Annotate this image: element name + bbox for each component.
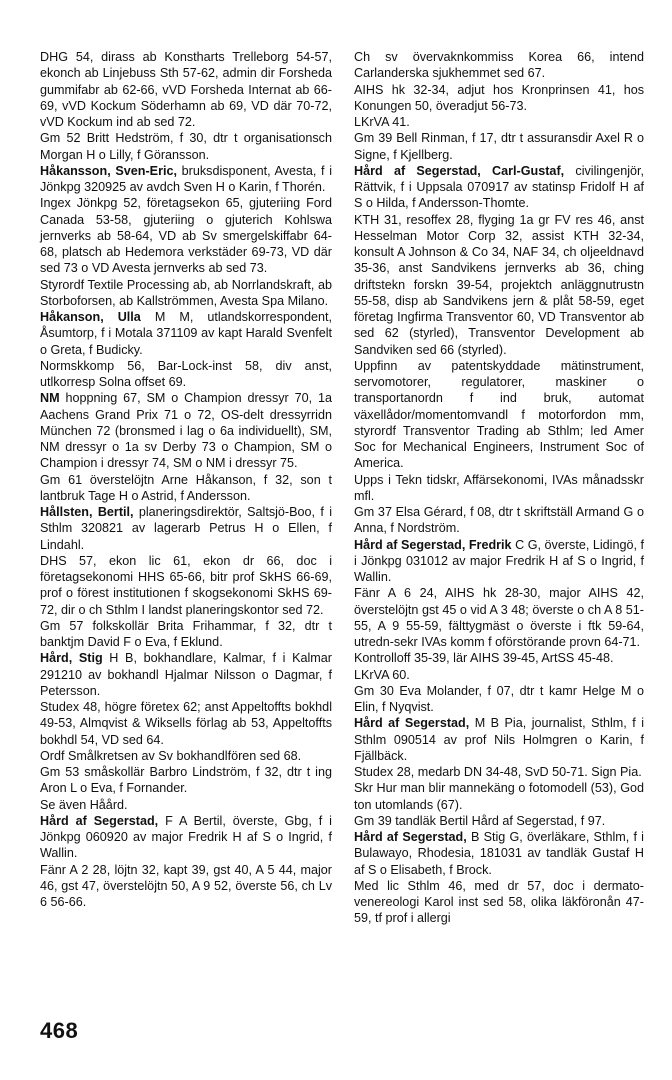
entry-text: DHS 57, ekon lic 61, ekon dr 66, doc i företagsekonomi HHS 65-66, bitr prof SkHS 66-69, prof o förest institutionen f skogsekonomi SkHS 69-72, dir o ch Sthlm I landst planeringskontor sed 72. [40, 553, 332, 617]
entry-text: Uppfinn av patentskyddade mätinstrument, servomotorer, regulatorer, maskiner o transportanordn f ind bruk, automat växellådor/momentomvandl f motorfordon mm, styrordf Transventor Trading ab Sthlm; led Amer Soc for Mechanical Engineers, Instrument Soc of America. [354, 358, 644, 471]
bio-entry-heading [40, 650, 332, 699]
person-name: Hård af Segerstad, Carl-Gustaf, [354, 163, 565, 178]
bio-paragraph [40, 553, 332, 618]
entry-text: KTH 31, resoffex 28, flyging 1a gr FV res 46, anst Hesselman Motor Corp 32, assist KTH 32-34, konsult A Johnson & Co 34, NAF 34, ch oljeeldnavd 35-36, anst Sandvikens jernverks ab 36, ching driftstekn forskn 39-54, projektch anläggnutrustn 55-58, disp ab Sandvikens jern & plåt 58-59, eget företag Ingfirma Transventor 60, VD Transventor ab sed 62 (styrled), Transventor Development ab Sandviken sed 66 (styrled). [354, 212, 644, 357]
person-name: Hållsten, Bertil, [40, 505, 134, 519]
entry-text: Ingex Jönkpg 52, företagsekon 65, gjuteriing Ford Canada 53-58, gjuteriing o gjuterich Kohlswa jernverks ab 58-64, VD ab Sv smergelskiffabr 64-68, platsch ab Hedemora verkstäder 69-73, VD där sed 73 o VD Avesta jernverks ab sed 73. [40, 196, 332, 276]
bio-paragraph [40, 277, 332, 310]
bio-paragraph [354, 764, 644, 780]
bio-entry-heading [40, 390, 332, 471]
page-number: 468 [40, 1018, 79, 1043]
bio-entry-heading [40, 813, 332, 862]
person-name: Hård af Segerstad, [40, 813, 159, 828]
entry-text: Normskkomp 56, Bar-Lock-inst 58, div anst, utlkorresp Solna offset 69. [40, 358, 332, 389]
person-name: Hård af Segerstad, [354, 830, 467, 844]
entry-text: Gm 53 småskollär Barbro Lindström, f 32, dtr t ing Aron L o Eva, f Fornander. [40, 765, 332, 796]
entry-text: Gm 30 Eva Molander, f 07, dtr t kamr Helge M o Elin, f Nyqvist. [354, 683, 644, 714]
entry-text: Studex 28, medarb DN 34-48, SvD 50-71. Sign Pia. [354, 765, 642, 779]
entry-text: hoppning 67, SM o Champion dressyr 70, 1a Aachens Grand Prix 71 o 72, OS-delt dressyrridn München 72 (bronsmed i lag o 6a individuellt), SM, NM dressyr o 1a sv Derby 73 o Champion, SM o Champion i dressyr 74, SM o NM i dressyr 75. [40, 391, 332, 471]
bio-paragraph [40, 130, 332, 163]
entry-text: Upps i Tekn tidskr, Affärsekonomi, IVAs månadsskr mfl. [354, 472, 644, 503]
entry-text: Ch sv övervaknkommiss Korea 66, intend Carlanderska sjukhemmet sed 67. [354, 50, 644, 81]
entry-text: Gm 39 tandläk Bertil Hård af Segerstad, f 97. [354, 813, 606, 828]
entry-text: Gm 37 Elsa Gérard, f 08, dtr t skriftställ Armand G o Anna, f Nordström. [354, 505, 644, 536]
entry-text: Studex 48, högre företex 62; anst Appeltoffts bokhdl 49-53, Almqvist & Wiksells förlag ab 53, Appeltoffts bokhdl 54, VD sed 64. [40, 700, 332, 747]
bio-paragraph [354, 585, 644, 650]
person-name: Håkanson, Ulla [40, 310, 141, 324]
person-name: Hård, Stig [40, 651, 103, 666]
entry-text: Fänr A 2 28, löjtn 32, kapt 39, gst 40, A 5 44, major 46, gst 47, överstelöjtn 50, A 9 52, överste 56, ch Lv 6 56-66. [40, 862, 332, 909]
bio-paragraph [40, 748, 332, 764]
bio-paragraph [40, 49, 332, 130]
entry-text: Gm 61 överstelöjtn Arne Håkanson, f 32, son t lantbruk Tage H o Astrid, f Andersson. [40, 472, 332, 503]
bio-paragraph [40, 472, 332, 505]
entry-text: Fänr A 6 24, AIHS hk 28-30, major AIHS 42, överstelöjtn gst 45 o vid A 3 48; överste o ch A 8 51-55, A 9 55-59, fälttygmäst o överste i ftk 59-64, utredn-sekr IVAs komm f oförstörande provn 64-71. [354, 586, 644, 649]
bio-paragraph [354, 472, 644, 505]
bio-paragraph [354, 780, 644, 813]
bio-paragraph [354, 114, 644, 130]
bio-paragraph [354, 49, 644, 82]
entry-text: Gm 52 Britt Hedström, f 30, dtr t organisationsch Morgan H o Lilly, f Göransson. [40, 131, 332, 162]
entry-text: Gm 57 folkskollär Brita Frihammar, f 32, dtr t banktjm David F o Eva, f Eklund. [40, 618, 332, 649]
entry-text: F A Bertil, överste, Gbg, f i Jönkpg 060920 av major Fredrik H af S o Ingrid, f Wallin. [40, 813, 332, 861]
bio-paragraph [40, 358, 332, 391]
person-name: NM [40, 391, 60, 406]
bio-paragraph [40, 195, 332, 276]
bio-paragraph [354, 82, 644, 115]
left-column [40, 49, 332, 910]
bio-paragraph [354, 130, 644, 163]
person-name: Hård af Segerstad, [354, 716, 470, 731]
bio-entry-heading [40, 504, 332, 553]
entry-text: Se även Håård. [40, 797, 128, 812]
bio-paragraph [354, 650, 644, 666]
entry-text: Styrordf Textile Processing ab, ab Norrlandskraft, ab Storboforsen, ab Kallströmmen, Avesta Spa Milano. [40, 277, 332, 308]
bio-paragraph [40, 764, 332, 797]
entry-text: M M, utlandskorrespondent, Åsumtorp, f i Motala 371109 av kapt Harald Svenfelt o Greta, f Budicky. [40, 310, 332, 357]
entry-text: M B Pia, journalist, Sthlm, f i Sthlm 090514 av prof Nils Holmgren o Karin, f Fjällbäck. [354, 716, 644, 763]
bio-paragraph [40, 618, 332, 651]
entry-text: bruksdisponent, Avesta, f i Jönkpg 320925 av avdch Sven H o Karin, f Thorén. [40, 163, 332, 194]
entry-text: Ordf Smålkretsen av Sv bokhandlfören sed 68. [40, 748, 302, 763]
bio-paragraph [354, 813, 644, 829]
bio-paragraph [354, 667, 644, 683]
bio-paragraph [354, 878, 644, 927]
entry-text: Med lic Sthlm 46, med dr 57, doc i dermato-venereologi Karol inst sed 58, olika läkföronån 47-59, tf prof i allergi [354, 878, 644, 926]
entry-text: LKrVA 41. [354, 115, 410, 129]
person-name: Hård af Segerstad, Fredrik [354, 537, 512, 552]
entry-text: B Stig G, överläkare, Sthlm, f i Bulawayo, Rhodesia, 181031 av tandläk Gustaf H af S o Elisabeth, f Brock. [354, 830, 644, 877]
entry-text: Skr Hur man blir mannekäng o fotomodell (53), God ton utomlands (67). [354, 781, 644, 812]
bio-paragraph [354, 504, 644, 537]
bio-paragraph [40, 797, 332, 813]
bio-entry-heading [354, 537, 644, 586]
entry-text: civilingenjör, Rättvik, f i Uppsala 070917 av statinsp Fridolf H af S o Hilda, f Andersson-Thomte. [354, 163, 644, 211]
entry-text: C G, överste, Lidingö, f i Jönkpg 031012 av major Fredrik H af S o Ingrid, f Wallin. [354, 537, 644, 584]
entry-text: H B, bokhandlare, Kalmar, f i Kalmar 291210 av bokhandl Hjalmar Nilsson o Dagmar, f Petersson. [40, 651, 332, 698]
bio-entry-heading [354, 715, 644, 764]
entry-text: planeringsdirektör, Saltsjö-Boo, f i Sthlm 320821 av lagerarb Petrus H o Ellen, f Lindahl. [40, 505, 332, 552]
bio-entry-heading [40, 163, 332, 196]
entry-text: Gm 39 Bell Rinman, f 17, dtr t assuransdir Axel R o Signe, f Kjellberg. [354, 131, 644, 162]
entry-text: LKrVA 60. [354, 667, 410, 682]
bio-paragraph [354, 358, 644, 472]
bio-paragraph [40, 699, 332, 748]
bio-paragraph [354, 683, 644, 716]
bio-entry-heading [354, 829, 644, 878]
entry-text: Kontrolloff 35-39, lär AIHS 39-45, ArtSS 45-48. [354, 651, 614, 666]
right-column [354, 49, 644, 927]
bio-entry-heading [40, 309, 332, 358]
bio-paragraph [40, 862, 332, 911]
entry-text: AIHS hk 32-34, adjut hos Kronprinsen 41, hos Konungen 50, överadjut 56-73. [354, 82, 644, 113]
bio-entry-heading [354, 163, 644, 212]
person-name: Håkansson, Sven-Eric, [40, 163, 177, 178]
entry-text: DHG 54, dirass ab Konstharts Trelleborg 54-57, ekonch ab Linjebuss Sth 57-62, admin dir Forsheda gummifabr ab 62-66, vVD Forsheda Internat ab 66-69, vVD Kockum Söderhamn ab 69, VD där 70-72, vVD Kockum ind ab sed 72. [40, 50, 332, 129]
bio-paragraph [354, 212, 644, 358]
